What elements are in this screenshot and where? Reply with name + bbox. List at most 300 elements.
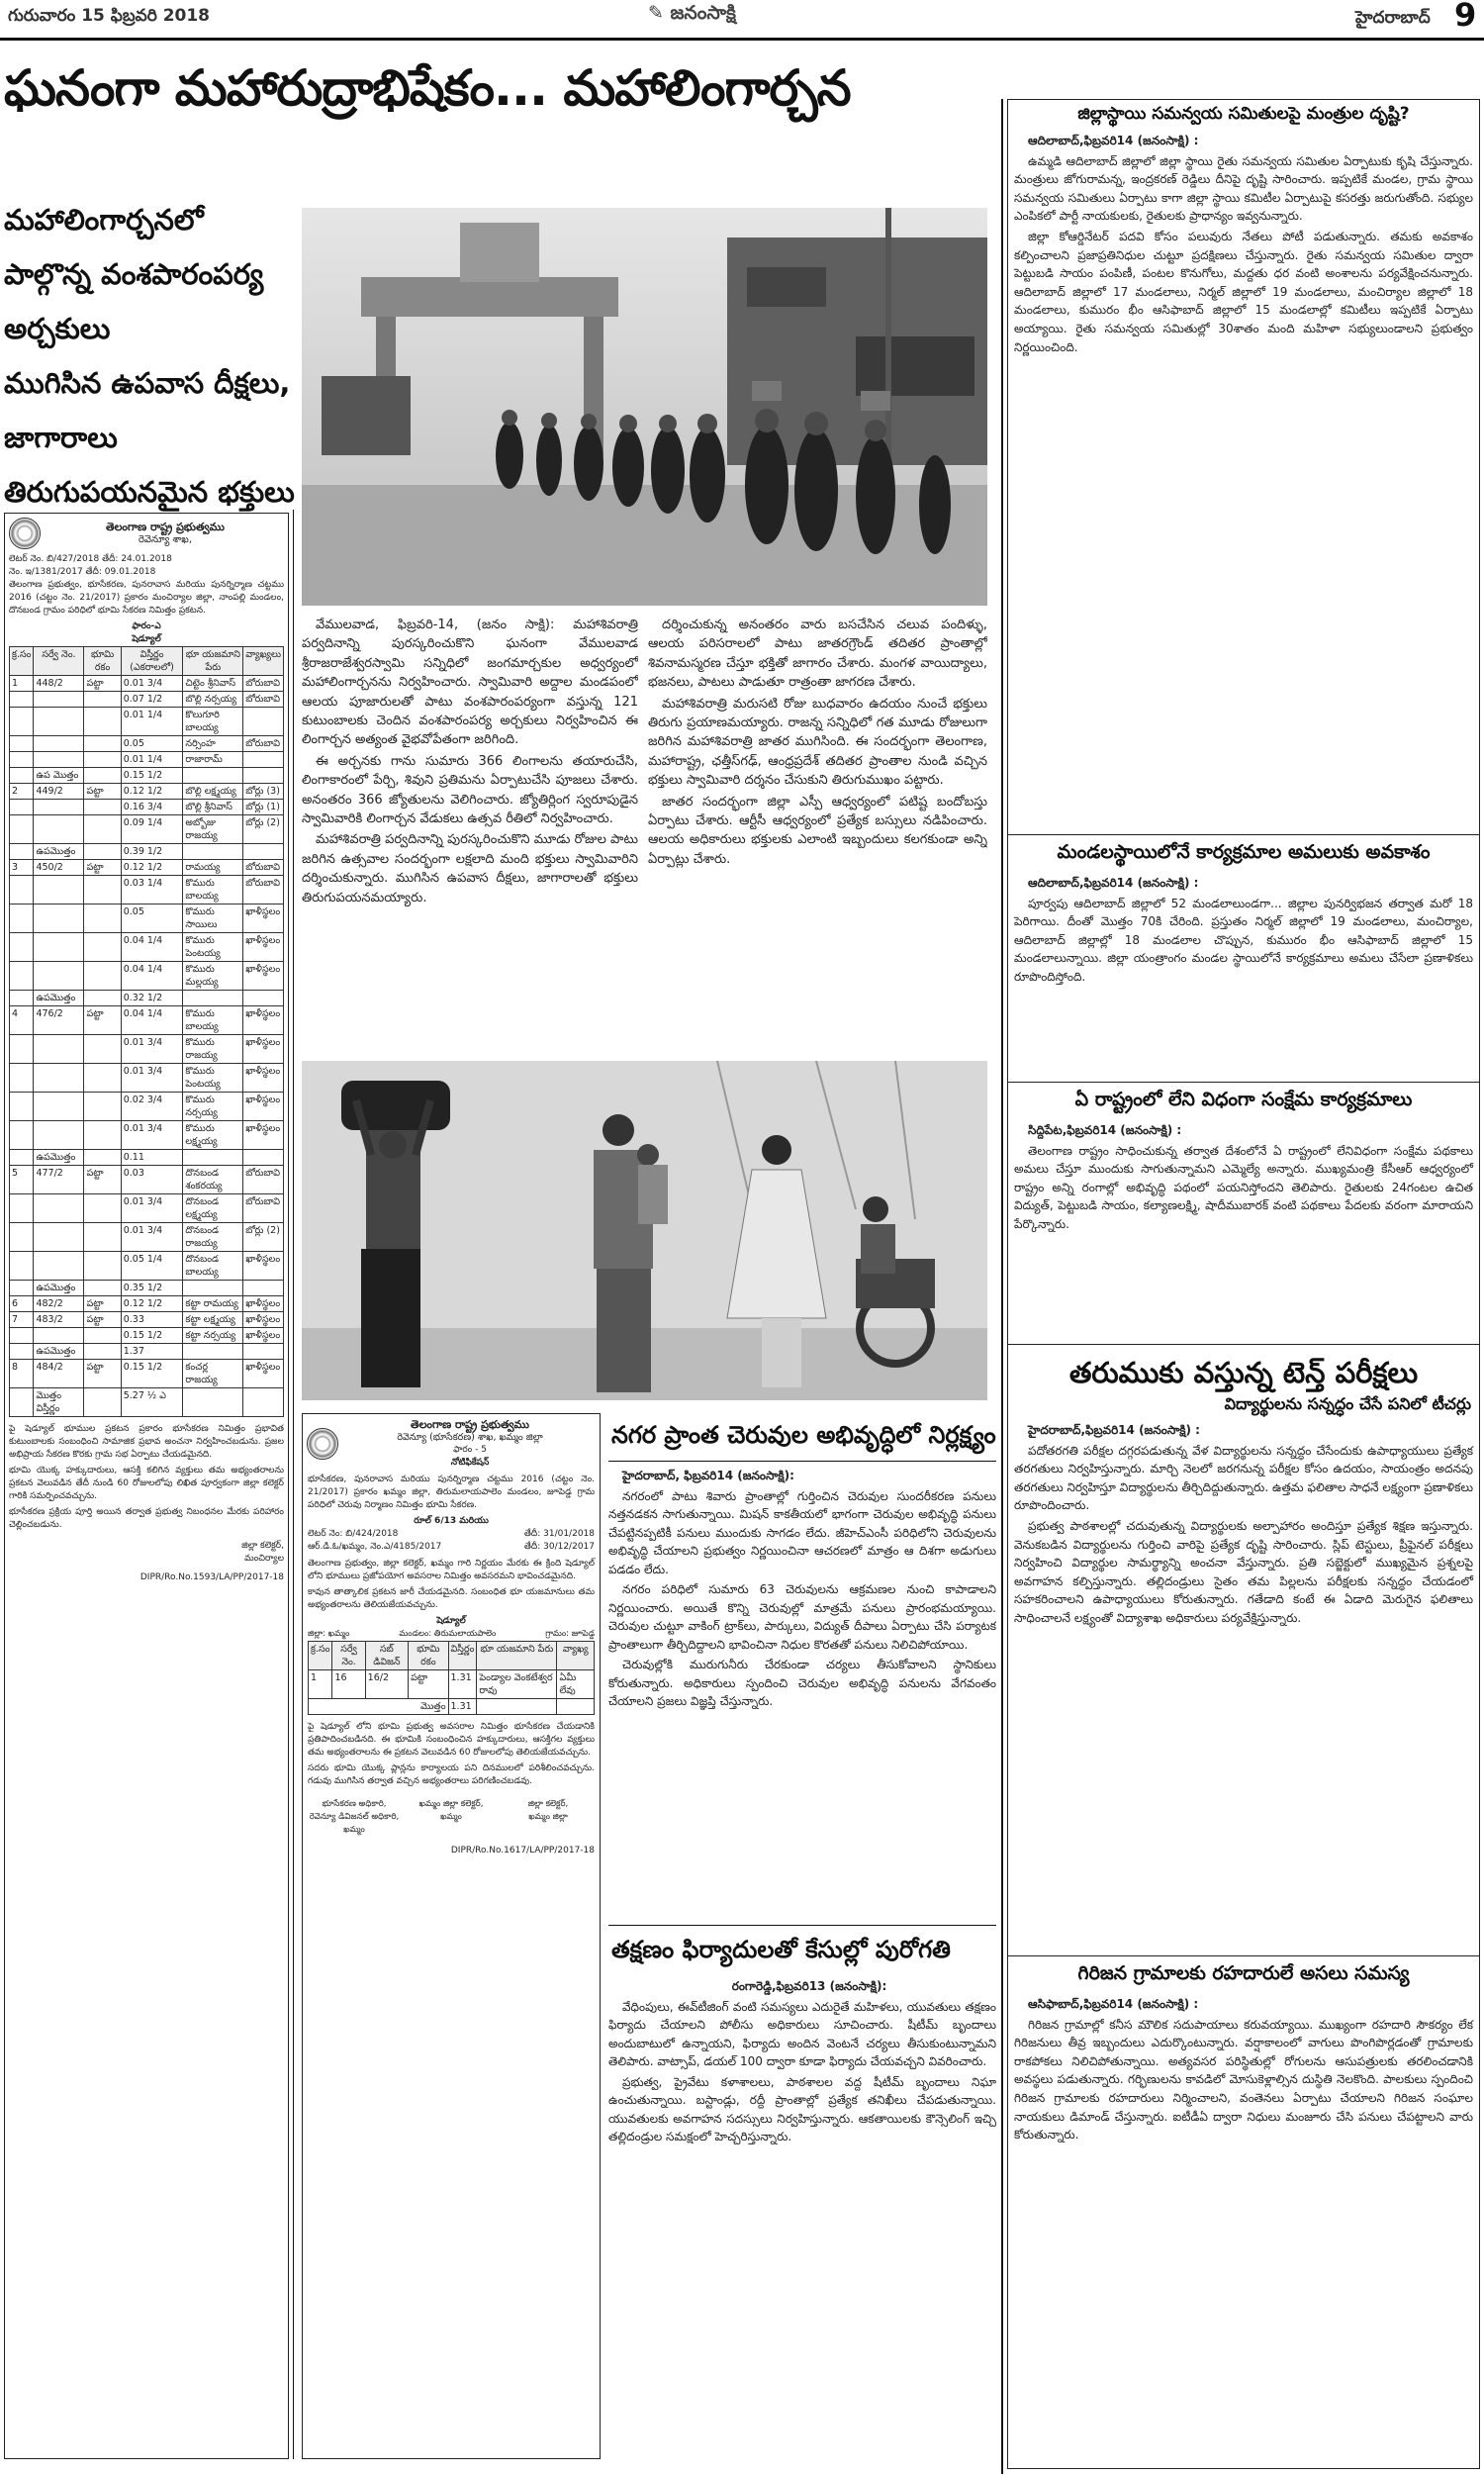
table-row	[10, 815, 284, 844]
table-cell: బోర్లు (1)	[243, 800, 284, 815]
table-cell	[34, 1093, 84, 1121]
subhead-1: మహాలింగార్చనలో	[4, 203, 204, 237]
article-para: వేధింపులు, ఈవ్‌టీజింగ్ వంటి సమస్యలు ఎదురైతే మహిళలు, యువతులు తక్షణం ఫిర్యాదు చేయాలని పోలీసు అధికారులు సూచించారు. షీటీమ్ బృందాలు అందుబాటులో ఉన్నాయని, ఫిర్యాదు అందిన వెంటనే చర్యలు తీసుకుంటున్నామని తెలిపారు. వాట్సాప్, డయల్ 100 ద్వారా కూడా ఫిర్యాదు చేయవచ్చని వివరించారు.	[608, 1999, 996, 2068]
table-cell: 16	[332, 1670, 365, 1699]
table-cell	[84, 708, 121, 736]
table-cell: 0.01 3/4	[121, 1194, 183, 1223]
col-header: సర్వే నెం.	[332, 1642, 365, 1670]
table-cell: బోర్లు (3)	[243, 784, 284, 800]
table-cell	[84, 1035, 121, 1064]
table-row	[10, 752, 284, 768]
table-row	[10, 784, 284, 800]
table-cell: దొనబండ శంకరయ్య	[183, 1166, 243, 1194]
government-seal-icon	[9, 518, 41, 549]
table-cell: 0.04 1/4	[121, 962, 183, 991]
table-cell: 0.05	[121, 736, 183, 752]
table-cell	[34, 815, 84, 844]
land-schedule-table	[9, 646, 284, 1417]
headline-mandal-level: మండలస్థాయిలోనే కార్యక్రమాల అమలుకు అవకాశం	[1057, 841, 1431, 863]
table-row	[10, 1121, 284, 1150]
table-cell: పెండ్యాల వెంకటేశ్వర రావు	[477, 1670, 557, 1699]
table-cell: ఉపమొత్తం	[34, 1344, 84, 1360]
table-cell	[10, 815, 34, 844]
table-cell: 0.35 1/2	[121, 1281, 183, 1296]
col-header: వ్యాఖ్య	[557, 1642, 595, 1670]
table-cell: 448/2	[34, 676, 84, 692]
headline-coordination: జిల్లాస్థాయి సమన్వయ సమితులపై మంత్రుల దృష్టి?	[1077, 104, 1410, 124]
table-cell: అబ్బోజు రాజయ్య	[183, 815, 243, 844]
table-cell	[84, 933, 121, 962]
table-cell	[84, 1093, 121, 1121]
table-cell: 0.16 3/4	[121, 800, 183, 815]
notice-ref: ఆర్.డి.ఓ/ఖమ్మం, నెం.ఎ/4185/2017	[308, 1542, 442, 1552]
table-row	[10, 876, 284, 904]
table-cell: మొత్తం విస్తీర్ణం	[34, 1388, 84, 1417]
table-cell	[10, 1093, 34, 1121]
table-cell	[10, 991, 34, 1006]
table-cell	[34, 736, 84, 752]
table-cell	[84, 815, 121, 844]
table-cell	[10, 962, 34, 991]
logo-text: జనంసాక్షి	[670, 2, 736, 24]
table-cell: 449/2	[34, 784, 84, 800]
table-cell: కొమురు లక్ష్మయ్య	[183, 1121, 243, 1150]
table-cell	[243, 768, 284, 784]
notice-dept: రెవెన్యూ (భూసేకరణ) శాఖ, ఖమ్మం జిల్లా	[397, 1432, 543, 1443]
table-cell: 0.04 1/4	[121, 933, 183, 962]
header-rule	[0, 38, 1484, 41]
table-cell: బొల్లి నర్సయ్య	[183, 692, 243, 708]
photo-devotees-svg	[302, 208, 987, 606]
table-cell	[84, 800, 121, 815]
table-cell: 16/2	[365, 1670, 408, 1699]
table-cell: 1.31	[448, 1670, 477, 1699]
schedule-head: జిల్లా: ఖమ్మం	[308, 1629, 350, 1639]
table-cell: ఖాళీస్థలం	[243, 1006, 284, 1035]
schedule-head: గ్రామం: జూపెడ్డ	[545, 1629, 595, 1639]
col-header: క్ర.సం	[10, 647, 34, 676]
table-cell: కంచర్ల రాజయ్య	[183, 1360, 243, 1388]
page-date: గురువారం 15 ఫిబ్రవరి 2018	[8, 6, 211, 26]
notice-title: నోటిఫికేషన్	[450, 1458, 490, 1468]
table-cell: 0.04 1/4	[121, 1006, 183, 1035]
table-cell: ఉపమొత్తం	[34, 1150, 84, 1166]
subhead-5: జాగారాలు	[4, 421, 118, 454]
table-cell: కట్టా నర్సయ్య	[183, 1328, 243, 1344]
table-row	[10, 1312, 284, 1328]
table-cell: 484/2	[34, 1360, 84, 1388]
table-cell	[10, 1223, 34, 1252]
table-cell	[243, 752, 284, 768]
table-cell	[10, 1194, 34, 1223]
table-row	[10, 844, 284, 860]
dateline-text: ఆదిలాబాద్,ఫిబ్రవరి14 (జనంసాక్షి) :	[1028, 876, 1199, 890]
headline-complaints: తక్షణం ఫిర్యాదులతో కేసుల్లో పురోగతి	[611, 1936, 951, 1963]
article-dateline	[1014, 1121, 1473, 1140]
table-cell: ఖాళీస్థలం	[243, 1312, 284, 1328]
table-row	[10, 904, 284, 933]
notice-ref: నెం. ఇ/1381/2017 తేదీ: 09.01.2018	[9, 567, 156, 577]
notice-rule-no: రూల్ 6/13 మరియు	[414, 1516, 489, 1526]
table-cell: 0.03 1/4	[121, 876, 183, 904]
table-cell	[243, 844, 284, 860]
lead-subheads	[4, 193, 295, 520]
table-cell: 0.02 3/4	[121, 1093, 183, 1121]
table-cell	[84, 768, 121, 784]
table-row	[10, 1194, 284, 1223]
lead-body-col1	[302, 616, 638, 1061]
table-cell	[34, 1064, 84, 1093]
headline-lakes: నగర ప్రాంత చెరువుల అభివృద్ధిలో నిర్లక్ష్యం	[611, 1421, 996, 1449]
article-para: నగరంలో పాటు శివారు ప్రాంతాల్లో గుర్తించిన చెరువుల సుందరీకరణ పనులు నత్తనడకన సాగుతున్నాయి. మిషన్ కాకతీయలో భాగంగా చెరువుల అభివృద్ధి పనులు చేపట్టినప్పటికీ పనులు ముందుకు సాగడం లేదు. జీహెచ్ఎంసీ పరిధిలోని చెరువులను అభివృద్ధి చేయాలని ప్రభుత్వం నిర్ణయించినా ఆచరణలో మాత్రం ఆ దిశగా అడుగులు పడడం లేదు.	[608, 1488, 996, 1576]
table-cell: బోరుబావి	[243, 860, 284, 876]
land-table-body	[10, 676, 284, 1417]
notice-signature: జిల్లా కలెక్టర్, మంచిర్యాల	[241, 1541, 284, 1564]
table-cell: దొనబండ లక్ష్మయ్య	[183, 1194, 243, 1223]
khammam-table-header	[309, 1642, 595, 1670]
table-row	[10, 962, 284, 991]
table-cell: పట్టా	[84, 1360, 121, 1388]
photo-devotees-returning	[302, 208, 987, 606]
table-cell	[10, 1064, 34, 1093]
table-cell	[34, 1121, 84, 1150]
table-row	[10, 1166, 284, 1194]
table-cell: 0.07 1/2	[121, 692, 183, 708]
table-row	[10, 1223, 284, 1252]
table-cell: కొమురు బాలయ్య	[183, 1006, 243, 1035]
table-cell: పట్టా	[84, 676, 121, 692]
table-cell: ఏమీ లేవు	[557, 1670, 595, 1699]
table-cell: కొమురు నర్సయ్య	[183, 1093, 243, 1121]
table-cell	[84, 692, 121, 708]
table-cell	[10, 1035, 34, 1064]
divider-left-col	[293, 510, 294, 2459]
table-cell	[10, 933, 34, 962]
table-cell: 0.01 3/4	[121, 1064, 183, 1093]
table-cell	[10, 844, 34, 860]
table-row	[10, 768, 284, 784]
land-table-header	[10, 647, 284, 676]
table-cell: ఉపమొత్తం	[34, 1281, 84, 1296]
table-row	[10, 708, 284, 736]
table-cell	[84, 1252, 121, 1281]
table-cell: 0.09 1/4	[121, 815, 183, 844]
table-cell: 0.15 1/2	[121, 768, 183, 784]
table-cell	[34, 692, 84, 708]
table-cell	[84, 876, 121, 904]
table-row	[10, 1035, 284, 1064]
table-cell	[84, 1150, 121, 1166]
table-cell: ఖాళీస్థలం	[243, 1252, 284, 1281]
notice-body: పై షెడ్యూల్ భూముల ప్రకటన ప్రకారం భూసేకరణ నిమిత్తం ప్రభావిత కుటుంబాలకు సంబంధించి సామాజిక ప్రభావ అంచనా నిర్వహించబడును. ప్రజల అభిప్రాయ సేకరణ కొరకు గ్రామ సభ ఏర్పాటు చేయడమైనది.	[9, 1424, 284, 1460]
table-row	[10, 1006, 284, 1035]
page-number: 9	[1454, 0, 1477, 34]
table-cell	[10, 904, 34, 933]
col-header: వ్యాఖ్యలు	[243, 647, 284, 676]
table-cell	[84, 1194, 121, 1223]
table-cell: 3	[10, 860, 34, 876]
notice-body: భూమి యొక్క హక్కుదారులు, ఆసక్తి కలిగిన వ్యక్తులు తమ అభ్యంతరాలను ప్రకటన వెలువడిన తేదీ నుండి 60 రోజులలోపు లిఖిత పూర్వకంగా జిల్లా కలెక్టర్ గారికి సమర్పించవచ్చును.	[9, 1466, 284, 1501]
headline-tenth-exams: తరుముకు వస్తున్న టెన్త్ పరీక్షలు	[1068, 1356, 1419, 1389]
table-cell: 477/2	[34, 1166, 84, 1194]
table-cell	[34, 904, 84, 933]
masthead-logo	[648, 2, 736, 29]
notice-sign-3: జిల్లా కలెక్టర్, ఖమ్మం జిల్లా	[527, 1799, 569, 1822]
table-cell: 7	[10, 1312, 34, 1328]
table-cell	[34, 800, 84, 815]
table-cell	[84, 1328, 121, 1344]
table-cell	[34, 876, 84, 904]
table-cell	[183, 844, 243, 860]
notice-dipr: DIPR/Ro.No.1617/LA/PP/2017-18	[450, 1846, 595, 1856]
table-cell: 0.01 1/4	[121, 752, 183, 768]
table-row	[10, 1252, 284, 1281]
table-cell: 476/2	[34, 1006, 84, 1035]
table-cell: బోరుబావి	[243, 676, 284, 692]
lead-col2-para: దర్శించుకున్న అనంతరం వారు బసచేసిన చలువ పందిళ్ళు, ఆలయ పరిసరాలలో పాటు జాతరగ్రౌండ్ తదితర ప్రాంతాల్లో శివనామస్మరణ చేస్తూ భక్తితో జాగారం చేశారు. మంగళ వాయిద్యాలు, భజనలు, పాటలు పాడుతూ రాత్రంతా జాగరణ చేశారు.	[648, 618, 987, 691]
table-cell	[243, 991, 284, 1006]
table-cell: 1.37	[121, 1344, 183, 1360]
notice-body: తెలంగాణ ప్రభుత్వం, జిల్లా కలెక్టర్, ఖమ్మం గారి నిర్ణయం మేరకు ఈ క్రింది షెడ్యూల్ లోని భూములు ప్రజోపయోగ అవసరాల నిమిత్తం అవసరమని భావించడమైనది.	[308, 1559, 595, 1581]
table-row	[10, 860, 284, 876]
article-para: గిరిజన గ్రామాల్లో కనీస మౌలిక సదుపాయాలు కరువయ్యాయి. ముఖ్యంగా రహదారి సౌకర్యం లేక గిరిజనులు తీవ్ర ఇబ్బందులు ఎదుర్కొంటున్నారు. వర్షాకాలంలో వాగులు పొంగిపొర్లడంతో గ్రామాలకు రాకపోకలు నిలిచిపోతున్నాయి. అత్యవసర పరిస్థితుల్లో రోగులను ఆసుపత్రులకు తరలించడానికి అవస్థలు పడుతున్నారు. గర్భిణులను కావడిలో మోసుకెళ్లాల్సిన దుస్థితి నెలకొంది. పాలకులు స్పందించి గిరిజన గ్రామాలకు రహదారులు నిర్మించాలని, వంతెనలు ఏర్పాటు చేయాలని గిరిజన సంఘాల నాయకులు డిమాండ్ చేస్తున్నారు. ఐటీడీఏ ద్వారా నిధులు మంజూరు చేసి పనులు చేపట్టాలని వారు కోరుతున్నారు.	[1014, 2017, 1473, 2142]
table-cell: 0.11	[121, 1150, 183, 1166]
article-dateline	[608, 1977, 996, 1996]
table-cell	[243, 1150, 284, 1166]
subhead-3: అర్చకులు	[4, 312, 111, 345]
table-cell: 2	[10, 784, 34, 800]
table-row	[10, 1360, 284, 1388]
table-cell: 482/2	[34, 1296, 84, 1312]
col-header: క్ర.సం	[309, 1642, 332, 1670]
table-cell: 0.01 3/4	[121, 676, 183, 692]
table-cell: నర్సింహ	[183, 736, 243, 752]
table-cell: 5.27 ½ ఎ	[121, 1388, 183, 1417]
subhead-4: ముగిసిన ఉపవాస దీక్షలు,	[4, 366, 291, 400]
article-dateline	[1014, 132, 1473, 150]
table-cell	[84, 962, 121, 991]
table-cell: 1	[10, 676, 34, 692]
schedule-head: మండలం: తిరుమలాయపాలెం	[399, 1629, 497, 1639]
article-dateline	[1014, 1995, 1473, 2014]
table-cell: బోరుబావి	[243, 1194, 284, 1223]
table-cell	[183, 991, 243, 1006]
article-para: ఉమ్మడి ఆదిలాబాద్ జిల్లాలో జిల్లా స్థాయి రైతు సమన్వయ సమితుల ఏర్పాటుకు కృషి చేస్తున్నారు. మంత్రులు జోగురామన్న, ఇంద్రకరణ్ రెడ్డిలు దీనిపై దృష్టి సారించారు. ఇప్పటికే మండల, గ్రామ స్థాయి సమన్వయ సమితులు ఏర్పాటు కాగా జిల్లా స్థాయి కమిటీల ఏర్పాటుపై కసరత్తు జరుగుతోంది. సభ్యుల ఎంపికలో పార్టీ నాయకులకు, రైతులకు ప్రాధాన్యం ఇవ్వనున్నారు.	[1014, 153, 1473, 224]
notice-sign-1: భూసేకరణ అధికారి, రెవెన్యూ డివిజనల్ అధికారి, ఖమ్మం	[309, 1799, 400, 1835]
article-dateline	[1014, 1421, 1473, 1440]
col-header: విస్తీర్ణం	[448, 1642, 477, 1670]
table-cell: పట్టా	[84, 1312, 121, 1328]
table-cell: బోరుబావి	[243, 1166, 284, 1194]
table-cell: బోర్లు (2)	[243, 815, 284, 844]
table-cell: ఖాళీస్థలం	[243, 1296, 284, 1312]
table-cell: కట్టా రామయ్య	[183, 1296, 243, 1312]
dateline-text: రంగారెడ్డి,ఫిబ్రవరి13 (జనంసాక్షి):	[731, 1979, 887, 1993]
table-cell	[243, 708, 284, 736]
table-cell: ఖాళీస్థలం	[243, 1360, 284, 1388]
lead-body-col2	[648, 616, 987, 1061]
table-cell	[34, 708, 84, 736]
table-cell	[84, 1344, 121, 1360]
table-cell	[84, 1388, 121, 1417]
table-cell	[10, 692, 34, 708]
table-cell: చిట్టెం శ్రీనివాస్	[183, 676, 243, 692]
headline-tribal-roads: గిరిజన గ్రామాలకు రహదారులే అసలు సమస్య	[1077, 1962, 1410, 1984]
table-cell	[34, 1035, 84, 1064]
article-dateline	[608, 1467, 996, 1485]
notice-ref: లెటర్ నెం. బి/427/2018 తేదీ: 24.01.2018	[9, 554, 172, 564]
table-cell: కొమురు బాలయ్య	[183, 876, 243, 904]
table-cell	[10, 708, 34, 736]
table-cell: 0.05	[121, 904, 183, 933]
table-cell: 450/2	[34, 860, 84, 876]
article-para: నగరం పరిధిలో సుమారు 63 చెరువులను ఆక్రమణల నుంచి కాపాడాలని నిర్ణయించారు. అయితే కొన్ని చెరువుల్లో మాత్రమే పనులు ప్రారంభమయ్యాయి. చెరువుల చుట్టూ వాకింగ్ ట్రాక్‌లు, పార్కులు, విద్యుత్ దీపాలు ఏర్పాటు చేసి పర్యాటక ప్రాంతాలుగా తీర్చిదిద్దాలని భావించినా నిధుల కొరతతో పనులు నిలిచిపోయాయి.	[608, 1582, 996, 1652]
article-mandal-body	[1008, 874, 1479, 1082]
table-cell	[34, 1194, 84, 1223]
notice-ref: లెటర్ నెం: బి/424/2018	[308, 1529, 399, 1539]
table-cell: ఉపమొత్తం	[34, 991, 84, 1006]
divider-right-panel	[1001, 99, 1003, 2474]
table-cell: 8	[10, 1360, 34, 1388]
table-cell: ఖాళీస్థలం	[243, 904, 284, 933]
table-cell	[84, 1121, 121, 1150]
schedule-title: షెడ్యూల్	[436, 1616, 466, 1626]
table-cell	[243, 1344, 284, 1360]
table-cell: ఖాళీస్థలం	[243, 962, 284, 991]
table-cell	[243, 1281, 284, 1296]
table-cell: కొలుగూరి బాలయ్య	[183, 708, 243, 736]
table-cell	[10, 1328, 34, 1344]
table-cell: 0.32 1/2	[121, 991, 183, 1006]
notice-intro: తెలంగాణ ప్రభుత్వం, భూసేకరణ, పునరావాస మరియు పునర్నిర్మాణ చట్టము 2016 (చట్టం నెం. 21/2017) ప్రకారం మంచిర్యాల జిల్లా, నాంపల్లి మండలం, దొనబండ గ్రామం పరిధిలో భూమి సేకరణ నిమిత్తం ప్రకటన.	[9, 580, 284, 616]
notice-gov: తెలంగాణ రాష్ట్ర ప్రభుత్వము	[106, 521, 225, 533]
table-cell: 0.01 3/4	[121, 1035, 183, 1064]
notice-form-title: ఫారం-ఎ	[132, 621, 161, 631]
table-cell	[10, 1388, 34, 1417]
notice-body: సదరు భూమి యొక్క ప్లాన్లను కార్యాలయ పని దినములలో పరిశీలించవచ్చును. గడువు ముగిసిన తర్వాత వచ్చిన అభ్యంతరాలు పరిగణించబడవు.	[308, 1763, 595, 1786]
col-header: సబ్ డివిజన్	[365, 1642, 408, 1670]
table-cell: పట్టా	[84, 784, 121, 800]
table-cell	[243, 1388, 284, 1417]
lead-col2-para: జాతర సందర్భంగా జిల్లా ఎస్పీ ఆధ్వర్యంలో పటిష్ట బందోబస్తు ఏర్పాటు చేశారు. ఆర్టీసీ ఆధ్వర్యంలో ప్రత్యేక బస్సులు నడిపించారు. ఆలయ అధికారులు భక్తులకు ఎలాంటి ఇబ్బందులు కలగకుండా అన్ని ఏర్పాట్లు చేశారు.	[648, 794, 987, 867]
table-cell	[10, 768, 34, 784]
dateline-text: ఆదిలాబాద్,ఫిబ్రవరి14 (జనంసాక్షి) :	[1028, 134, 1199, 147]
article-tribal-body	[1008, 1995, 1479, 2371]
lead-col1-para: ఈ అర్చనకు గాను సుమారు 366 లింగాలను తయారుచేసి, లింగాకారంలో పేర్చి, శివుని ప్రతిమను ఏర్పాటుచేసి పూజలు చేశారు. అనంతరం 366 జ్యోతులను వెలిగించారు. జ్యోతిర్లింగ స్వరూపుడైన స్వామివారికి లింగార్చన వేడుకలు ఉత్సవ రీతిలో నిర్వహించారు.	[302, 753, 638, 827]
table-cell: ఖాళీస్థలం	[243, 933, 284, 962]
table-cell: 0.33	[121, 1312, 183, 1328]
table-cell: ఖాళీస్థలం	[243, 1064, 284, 1093]
table-cell	[10, 736, 34, 752]
table-cell: కొమురు పెంటయ్య	[183, 933, 243, 962]
table-cell	[10, 1281, 34, 1296]
table-cell	[183, 1281, 243, 1296]
table-cell: కట్టా లక్ష్మయ్య	[183, 1312, 243, 1328]
table-cell: 0.15 1/2	[121, 1360, 183, 1388]
total-value: 1.31	[448, 1699, 477, 1715]
col-header: భూ యజమాని పేరు	[183, 647, 243, 676]
table-cell: ఖాళీస్థలం	[243, 1035, 284, 1064]
table-cell: దొనబండ రాజయ్య	[183, 1223, 243, 1252]
table-row	[10, 736, 284, 752]
article-para: జిల్లా కోఆర్డినేటర్ పదవి కోసం పలువురు నేతలు పోటీ పడుతున్నారు. తమకు అవకాశం కల్పించాలని ప్రజాప్రతినిధుల చుట్టూ ప్రదక్షిణలు చేస్తున్నారు. రైతు సమన్వయ సమితుల ద్వారా పెట్టుబడి సాయం పంపిణీ, పంటల కొనుగోలు, మద్దతు ధర వంటి అంశాలను పర్యవేక్షించనున్నారు. ఆదిలాబాద్ జిల్లాలో 17 మండలాలు, నిర్మల్ జిల్లాలో 19 మండలాలు, మంచిర్యాల జిల్లాలో 18 మండలాలు, కుమురం భీం ఆసిఫాబాద్ జిల్లాలో 15 మండలాల్లో కమిటీలు ఇప్పటికే ఏర్పాటు అయ్యాయి. రైతు సమన్వయ సమితుల్లో 30శాతం మంది మహిళా సభ్యులుండాలని ప్రభుత్వం నిర్ణయించింది.	[1014, 229, 1473, 354]
dateline-text: హైదరాబాద్,ఫిబ్రవరి14 (జనంసాక్షి) :	[1028, 1423, 1200, 1437]
table-row	[10, 1328, 284, 1344]
notice-land-acquisition-khammam	[302, 1413, 601, 2459]
table-cell: 0.39 1/2	[121, 844, 183, 860]
notice-land-acquisition-mancherial	[4, 513, 289, 2459]
table-row	[10, 1388, 284, 1417]
table-cell	[10, 1121, 34, 1150]
table-cell	[183, 1150, 243, 1166]
table-cell: బోరుబావి	[243, 736, 284, 752]
lead-col1-para: మహాశివరాత్రి పర్వదినాన్ని పురస్కరించుకొని మూడు రోజుల పాటు జరిగిన ఉత్సవాల సందర్భంగా లక్షలాది మంది భక్తులు స్వామివారిని దర్శించుకున్నారు. ముగిసిన ఉపవాస దీక్షలు, జాగారాలతో భక్తులు తిరుగుపయనమయ్యారు.	[302, 832, 638, 905]
table-cell: 0.01 3/4	[121, 1121, 183, 1150]
table-row	[10, 1281, 284, 1296]
table-cell	[84, 736, 121, 752]
table-cell: కొమురు రాజయ్య	[183, 1035, 243, 1064]
table-cell	[10, 800, 34, 815]
col-header: భూ యజమాని పేరు	[477, 1642, 557, 1670]
notice-gov: తెలంగాణ రాష్ట్ర ప్రభుత్వము	[411, 1418, 529, 1431]
notice-ref: తేదీ: 31/01/2018	[523, 1529, 595, 1539]
article-para: పూర్వపు ఆదిలాబాద్ జిల్లాలో 52 మండలాలుండగా... జిల్లాల పునర్విభజన తర్వాత మరో 18 పెరిగాయి. దీంతో మొత్తం 70కి చేరింది. ప్రస్తుతం నిర్మల్ జిల్లాలో 19 మండలాలు, మంచిర్యాల, ఆదిలాబాద్ జిల్లాల్లో 18 మండలాల చొప్పున, కుమురం భీం ఆసిఫాబాద్ జిల్లాలో 15 మండలాలున్నాయి. జిల్లా యంత్రాంగం మండల స్థాయిలోనే కార్యక్రమాలు అమలు చేసేలా ప్రణాళికలు రూపొందిస్తోంది.	[1014, 896, 1473, 984]
table-cell: 0.15 1/2	[121, 1328, 183, 1344]
article-lakes-body	[608, 1467, 996, 1917]
col-header: భూమి రకం	[409, 1642, 448, 1670]
table-cell	[84, 1281, 121, 1296]
table-cell	[84, 1223, 121, 1252]
dateline-text: హైదరాబాద్, ఫిబ్రవరి14 (జనంసాక్షి):	[622, 1469, 794, 1482]
table-cell	[183, 768, 243, 784]
table-cell: 5	[10, 1166, 34, 1194]
photo-family-walking	[302, 1061, 987, 1400]
table-cell: 4	[10, 1006, 34, 1035]
table-cell: ఖాళీస్థలం	[243, 1121, 284, 1150]
table-row	[10, 991, 284, 1006]
table-cell	[84, 904, 121, 933]
dateline-text: సిద్దిపేట,ఫిబ్రవరి14 (జనంసాక్షి) :	[1028, 1123, 1182, 1137]
table-cell	[84, 1064, 121, 1093]
table-cell: దొనబండ బాలయ్య	[183, 1252, 243, 1281]
table-cell: బొల్లి లక్ష్మయ్య	[183, 784, 243, 800]
table-cell: 0.01 3/4	[121, 1223, 183, 1252]
table-cell: ఉప మొత్తం	[34, 768, 84, 784]
table-cell: 0.03	[121, 1166, 183, 1194]
headline-underline	[608, 1461, 996, 1462]
table-cell	[84, 752, 121, 768]
notice-body: కావున తాత్కాలిక ప్రకటన జారీ చేయడమైనది. సంబంధిత భూ యజమానులు తమ అభ్యంతరాలను తెలియజేయవచ్చును.	[308, 1587, 595, 1610]
table-cell: ఖాళీస్థలం	[243, 1093, 284, 1121]
article-complaints-body	[608, 1977, 996, 2457]
article-dateline	[1014, 874, 1473, 893]
notice-dipr: DIPR/Ro.No.1593/LA/PP/2017-18	[139, 1572, 284, 1582]
article-para: ప్రభుత్వ, ప్రైవేటు కళాశాలలు, పాఠశాలల వద్ద షీటీమ్ బృందాలు నిఘా ఉంచుతున్నాయి. బస్టాండ్లు, రద్దీ ప్రాంతాల్లో ప్రత్యేక తనిఖీలు చేపడుతున్నాయి. యువతులకు అవగాహన సదస్సులు నిర్వహిస్తున్నారు. ఆకతాయిలకు కౌన్సెలింగ్ ఇచ్చి తల్లిదండ్రుల సమక్షంలో హెచ్చరిస్తున్నారు.	[608, 2074, 996, 2143]
table-cell: పట్టా	[84, 1006, 121, 1035]
article-separator	[608, 1925, 996, 1926]
table-row	[10, 933, 284, 962]
table-cell: రాజారామ్	[183, 752, 243, 768]
table-cell: 6	[10, 1296, 34, 1312]
table-cell	[84, 844, 121, 860]
table-cell	[34, 962, 84, 991]
table-cell	[10, 1344, 34, 1360]
table-cell	[84, 991, 121, 1006]
notice-ref: తేదీ: 30/12/2017	[523, 1542, 595, 1552]
table-row	[10, 1344, 284, 1360]
table-cell: కొమురు మల్లయ్య	[183, 962, 243, 991]
total-label: మొత్తం	[309, 1699, 449, 1715]
